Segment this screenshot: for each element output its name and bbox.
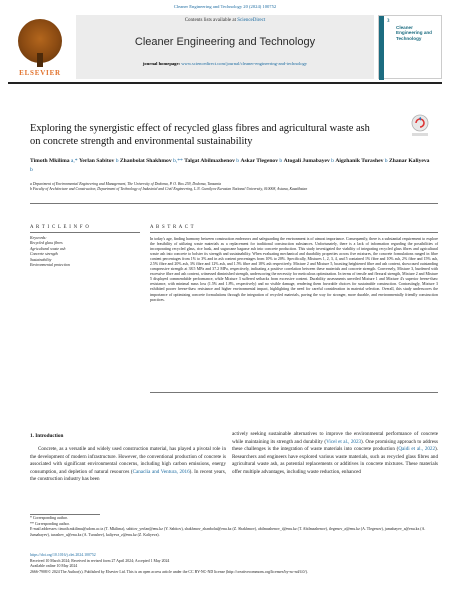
tree-trunk (37, 53, 43, 67)
journal-header-band (76, 15, 374, 79)
article-title: Exploring the synergistic effect of recycled glass fibres and agricultural waste ash on concrete strength and environmental sustainability (30, 123, 370, 147)
doi-link[interactable]: https://doi.org/10.1016/j.clet.2024.100752 (30, 553, 96, 557)
publication-info (30, 553, 438, 575)
author-affiliation-marker: b (234, 158, 241, 164)
author-affiliation-marker: a,* (69, 158, 80, 164)
affiliation-a: a Department of Environmental Engineering and Management, The University of Dodoma, P. O. Box 259, Dodoma, Tanzania (30, 182, 222, 186)
homepage-link[interactable]: www.sciencedirect.com/journal/cleaner-engineering-and-technology (181, 61, 308, 66)
affiliations (30, 182, 430, 193)
journal-homepage (76, 61, 374, 66)
abstract-rule (150, 232, 438, 233)
author-name[interactable]: Timoth Mkilima (30, 158, 70, 164)
email-addresses[interactable]: E-mail addresses: timoth.mkilima@udom.ac.tz (T. Mkilima), sabitov_yerlan@enu.kz (Y. Sabitov), shakhmov_zhanbolat@enu.kz (Z. Shakhmov), abilmazhenov_t@enu.kz (T. Abilmazhenov), tlegenov_a@enu.kz (A. Tlegenov), jumabayev_a@enu.kz (A. Jumabayev), turashev_a@enu.kz (A. Turashev), kaliyeva_z@enu.kz (Z. Kaliyeva). (30, 527, 426, 538)
introduction-right-column (232, 431, 438, 476)
citation-link[interactable]: Canaclia and Ventura, 2016 (132, 468, 190, 475)
author-affiliation-marker: b (329, 158, 336, 164)
introduction-heading: 1. Introduction (30, 433, 64, 439)
intro-text: Concrete, as a versatile and widely used construction material, has played a pivotal role in the development of modern infrastructure. However, the conventional production of concrete is associated with significant environmental concerns, including high carbon emissions, energy consumption, and depletion of natural resources ( (30, 446, 226, 475)
elsevier-wordmark: ELSEVIER (19, 69, 61, 77)
keyword: Environmental protection (30, 263, 70, 268)
corresponding-author-2: ** Corresponding author. (30, 521, 70, 526)
footnote-rule (30, 514, 100, 515)
elsevier-logo (8, 15, 72, 79)
article-info-heading: A R T I C L E I N F O (30, 225, 90, 230)
keywords-label: Keywords: (30, 236, 47, 240)
abstract-text: In today's age, finding harmony between construction endeavors and safeguarding the environment is of utmost importance. Consequently, there is a substantial requirement to explore the feasibility of utilizing waste materials as a replacement for traditional construction substances. Unfortunately, there is a lack of information regarding the possibilities of incorporating recycled glass, rice husk, and sugarcane bagasse ash into concrete production. This study investigated the viability of integrating recycled glass fibres and agricultural waste ash into concrete to bolster its strength and sustainability. When evaluating mechanical and durability properties across five mixtures, the concrete formulations ranged in fibre content percentages from 1% to 3% and in ash content percentages from 10% to 20%. Specifically, Mixtures 1, 2, 3, 4, and 5 contained 1% fibre and 10% ash, 2% fibre and 15% ash, 2.5% fibre and 20% ash, 3% fibre and 12% ash, and 1.5% fibre and 18% ash respectively. Mixture 2 and Mixture 5, boasting heightened fibre and ash content, showcased outstanding compressive strength at 38.5 MPa and 37.2 MPa, respectively, indicating a positive correlation between these materials and concrete strength. Conversely, Mixture 3, burdened with excessive fibre and ash content, witnessed diminished strength, underscoring the necessity for meticulous optimization. In terms of tensile and flexural strength, Mixture 2 and Mixture 5 displayed commendable performance, while Mixture 3 suffered setbacks from excessive content. Durability assessments unveiled Mixture 1 and Mixture 4's superior freeze-thaw resistance, with minimal mass loss (1.5% and 1.8%, respectively) and no visible damage, rendering them favorable choices for sustainable construction. Contrastingly, Mixture 3 exhibited poorer freeze-thaw resistance and higher environmental impact, highlighting the need for careful consideration in material selection. Overall, this study underscores the importance of optimizing concrete formulations through the integration of recycled materials, paving the way for stronger, more durable, and environmentally friendly construction practices. (150, 237, 438, 302)
author-affiliation-marker: b (278, 158, 284, 164)
contents-prefix: Contents lists available at (184, 18, 238, 23)
author-name[interactable]: Yerlan Sabitov (79, 158, 115, 164)
author-name[interactable]: Zhanbolat Shakhmov (119, 158, 172, 164)
abstract-end-rule (150, 392, 438, 393)
intro-text: ). Researchers and engineers have explored various waste materials, such as recycled glass fibres and agricultural waste ash, as potential replacements or additives in concrete mixtures. These materials offer multiple advantages, including waste reduction, enhanced (232, 446, 438, 475)
journal-reference[interactable]: Cleaner Engineering and Technology 20 (2024) 100752 (173, 4, 277, 9)
introduction-left-column (30, 446, 226, 484)
author-affiliation-marker: b (114, 158, 120, 164)
intro-text: ). One promising approach to address these challenges is the integration of waste materials into concrete production ( (232, 438, 439, 453)
journal-title: Cleaner Engineering and Technology (134, 36, 316, 48)
sciencedirect-link[interactable]: ScienceDirect (237, 18, 266, 23)
affiliation-b: b Faculty of Architecture and Construction, Department of Technology of Industrial and Civil Engineering, L.N. Gumilyov Eurasian National University, 010008, Astana, Kazakhstan (30, 187, 308, 192)
author-affiliation-marker: b,** (171, 158, 185, 164)
keyword: Sustainability (30, 257, 52, 262)
citation-link[interactable]: Vicel et al., 2023 (326, 438, 362, 445)
cover-number: 3 (387, 19, 390, 24)
header-divider (8, 82, 442, 84)
cover-bar (379, 16, 384, 80)
intro-text: actively seeking sustainable alternatives to improve the environmental performance of concrete while maintaining its strength and durability ( (232, 431, 438, 445)
abstract-heading: A B S T R A C T (150, 225, 195, 230)
affiliation-divider (30, 203, 438, 204)
intro-text: ). In recent years, the construction industry has been (30, 468, 226, 483)
author-list (30, 157, 430, 174)
article-info-rule (30, 232, 140, 233)
contents-line (76, 18, 374, 23)
footnotes (30, 516, 438, 539)
author-affiliation-marker: b (383, 158, 389, 164)
author-name[interactable]: Aigzhanik Turashev (335, 158, 384, 164)
keywords-list (30, 236, 140, 268)
check-for-updates-icon[interactable] (406, 112, 434, 140)
homepage-label: journal homepage: (142, 61, 181, 66)
keyword: Agricultural waste ash (30, 246, 66, 251)
citation-link[interactable]: Qaidi et al., 2022 (398, 446, 436, 453)
author-affiliation-marker: b (30, 166, 33, 173)
author-name[interactable]: Atogali Jumabayev (283, 158, 330, 164)
available-online: Available online 10 May 2024 (30, 564, 78, 569)
keyword: Recycled glass fibres (30, 241, 63, 246)
cover-title: Cleaner Engineering and Technology (396, 25, 432, 41)
received-dates: Received 10 March 2024; Received in revised form 27 April 2024; Accepted 1 May 2024 (30, 558, 170, 563)
corresponding-author-1: * Corresponding author. (30, 516, 68, 520)
license-text[interactable]: 2666-7908/© 2024 The Author(s). Published by Elsevier Ltd. This is an open access article under the CC BY-NC-ND license (http://creativecommons.org/licenses/by-nc-nd/4.0/). (30, 569, 308, 574)
author-name[interactable]: Askar Tlegenov (240, 158, 279, 164)
author-name[interactable]: Talgat Abilmazhenov (184, 158, 235, 164)
keyword: Concrete strength (30, 252, 58, 257)
author-name[interactable]: Zhanar Kaliyeva (389, 158, 430, 164)
journal-cover-thumbnail[interactable] (378, 15, 442, 79)
